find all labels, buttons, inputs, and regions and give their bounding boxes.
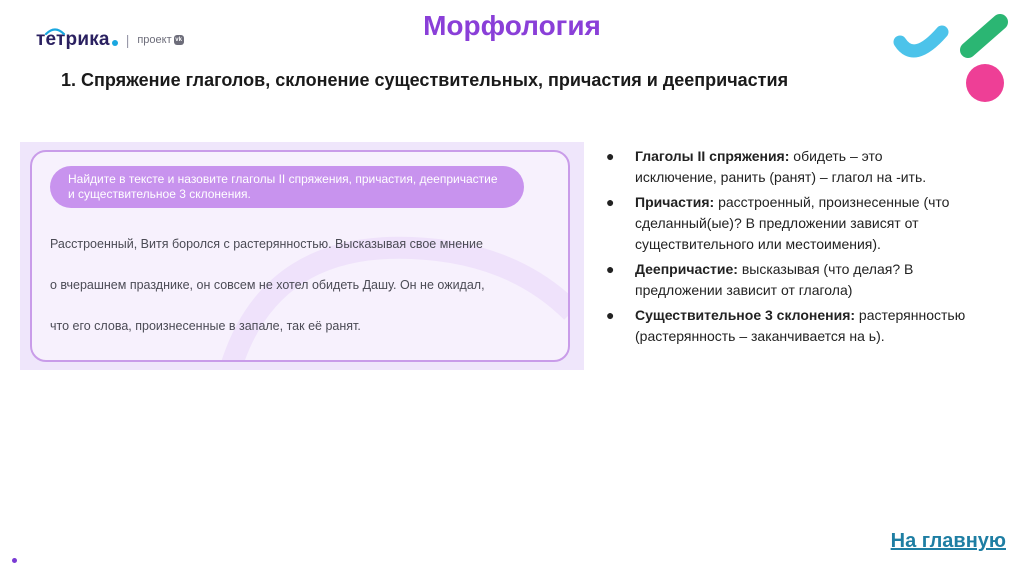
answer-item-gerund	[606, 259, 966, 301]
answer-text: растерянностью (растерянность – заканчивается на ь).	[635, 307, 966, 344]
pink-circle-decoration	[966, 64, 1004, 102]
bullet-icon: ●	[606, 261, 615, 277]
answer-text: расстроенный, произнесенные (что сделанный(ые)? В предложении зависят от существительного или местоимения).	[635, 194, 950, 252]
bullet-icon: ●	[606, 307, 615, 323]
task-instruction-pill: Найдите в тексте и назовите глаголы II спряжения, причастия, деепричастие и существительное 3 склонения.	[50, 166, 524, 208]
green-capsule-decoration	[956, 8, 1012, 64]
answer-term: Деепричастие:	[635, 261, 738, 277]
answer-list	[606, 146, 966, 351]
answer-text: высказывая (что делая? В предложении зависит от глагола)	[635, 261, 914, 298]
corner-dot-decoration	[12, 558, 17, 563]
logo-brand-text: тетрика	[36, 29, 110, 50]
exercise-line: о вчерашнем празднике, он совсем не хотел обидеть Дашу. Он не ожидал,	[50, 278, 485, 292]
exercise-line: что его слова, произнесенные в запале, так её ранят.	[50, 319, 361, 333]
section-subtitle: 1. Спряжение глаголов, склонение существительных, причастия и деепричастия	[61, 70, 789, 90]
vk-icon: vk	[175, 37, 182, 43]
exercise-line: Расстроенный, Витя боролся с растерянностью. Высказывая свое мнение	[50, 237, 483, 251]
answer-term: Существительное 3 склонения:	[635, 307, 856, 323]
answer-text: обидеть – это исключение, ранить (ранят) – глагол на -ить.	[635, 148, 927, 185]
answer-term: Глаголы II спряжения:	[635, 148, 790, 164]
exercise-card	[30, 150, 570, 362]
blue-arc-decoration	[892, 20, 956, 66]
answer-item-noun	[606, 305, 966, 347]
exercise-text	[50, 224, 550, 347]
page-title: Морфология	[423, 10, 601, 41]
answer-term: Причастия:	[635, 194, 715, 210]
answer-item-participles	[606, 192, 966, 255]
bullet-icon: ●	[606, 194, 615, 210]
home-link[interactable]: На главную	[890, 530, 1006, 552]
bullet-icon: ●	[606, 148, 615, 164]
logo-project-text: проект	[137, 34, 172, 46]
logo-separator: |	[125, 32, 130, 48]
answer-item-verbs	[606, 146, 966, 188]
